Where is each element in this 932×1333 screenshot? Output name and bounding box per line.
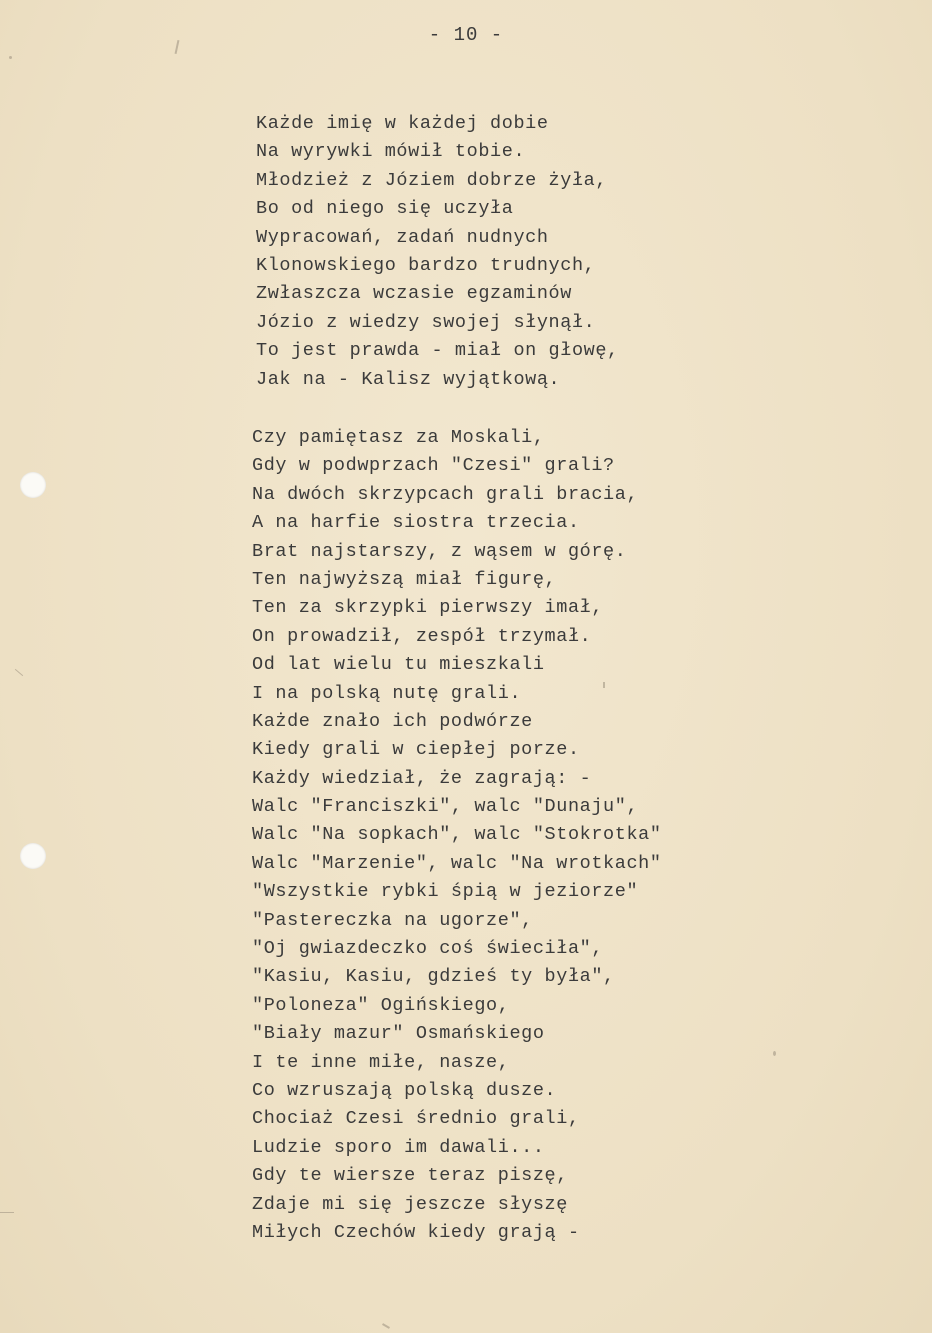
poem-line: Walc "Marzenie", walc "Na wrotkach" [252, 852, 662, 874]
paper-speck [9, 56, 12, 59]
poem-line: Czy pamiętasz za Moskali, [252, 427, 545, 448]
poem-line: A na harfie siostra trzecia. [252, 512, 580, 534]
poem-line: "Biały mazur" Osmańskiego [252, 1023, 545, 1045]
poem-line: Brat najstarszy, z wąsem w górę. [252, 540, 627, 562]
poem-line: Każde imię w każdej dobie [256, 113, 549, 134]
poem-line: Józio z wiedzy swojej słynął. [256, 311, 596, 333]
poem-line: Ludzie sporo im dawali... [252, 1136, 545, 1158]
poem-line: Zdaje mi się jeszcze słyszę [252, 1193, 568, 1215]
poem-line: "Wszystkie rybki śpią w jeziorze" [252, 881, 639, 903]
poem-line: Ten za skrzypki pierwszy imał, [252, 597, 604, 619]
poem-line: Na dwóch skrzypcach grali bracia, [252, 483, 639, 505]
poem-line: Każdy wiedział, że zagrają: - [252, 767, 592, 789]
paper-speck [15, 669, 23, 676]
poem-line: Klonowskiego bardzo trudnych, [256, 254, 596, 276]
poem-line: Walc "Franciszki", walc "Dunaju", [252, 796, 639, 818]
poem-line: Każde znało ich podwórze [252, 710, 533, 732]
poem-line: Walc "Na sopkach", walc "Stokrotka" [252, 824, 662, 846]
poem-line: Jak na - Kalisz wyjątkową. [256, 368, 561, 390]
paper-speck [0, 1212, 14, 1213]
poem-line: Na wyrywki mówił tobie. [256, 141, 526, 163]
poem-line: Młodzież z Józiem dobrze żyła, [256, 169, 608, 191]
poem-stanza-2 [252, 424, 662, 1247]
paper-speck [603, 682, 605, 688]
poem-line: On prowadził, zespół trzymał. [252, 625, 592, 647]
poem-line: Gdy te wiersze teraz piszę, [252, 1165, 568, 1187]
paper-speck [382, 1323, 390, 1329]
poem-line: Ten najwyższą miał figurę, [252, 568, 557, 590]
poem-line: Kiedy grali w ciepłej porze. [252, 739, 580, 761]
poem-line: Miłych Czechów kiedy grają - [252, 1221, 580, 1243]
poem-line: I te inne miłe, nasze, [252, 1051, 510, 1073]
poem-line: Bo od niego się uczyła [256, 198, 514, 220]
punch-hole [20, 843, 46, 869]
poem-line: Od lat wielu tu mieszkali [252, 654, 545, 676]
poem-line: Co wzruszają polską dusze. [252, 1079, 557, 1101]
paper-speck [773, 1051, 776, 1056]
poem-stanza-1 [256, 110, 619, 394]
poem-line: "Poloneza" Ogińskiego, [252, 994, 510, 1016]
poem-line: I na polską nutę grali. [252, 682, 522, 704]
punch-hole [20, 472, 46, 498]
poem-line: "Pastereczka na ugorze", [252, 909, 533, 931]
poem-line: Gdy w podwprzach "Czesi" grali? [252, 455, 615, 477]
poem-line: Zwłaszcza wczasie egzaminów [256, 283, 572, 305]
poem-line: Wypracowań, zadań nudnych [256, 226, 549, 248]
poem-line: To jest prawda - miał on głowę, [256, 340, 619, 362]
page-number: - 10 - [428, 24, 504, 46]
poem-line: "Oj gwiazdeczko coś świeciła", [252, 938, 604, 960]
poem-line: "Kasiu, Kasiu, gdzieś ty była", [252, 966, 615, 988]
poem-line: Chociaż Czesi średnio grali, [252, 1108, 580, 1130]
